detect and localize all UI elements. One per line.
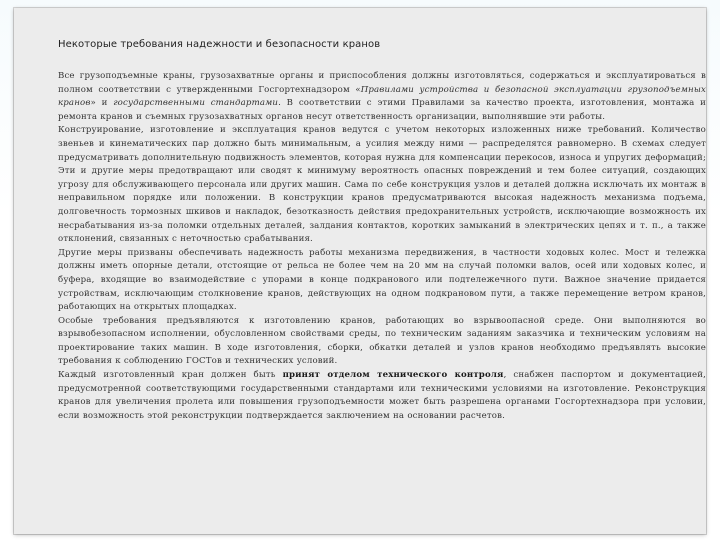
paragraph-2: Конструирование, изготовление и эксплуатация кранов ведутся с учетом некоторых изложенных ниже требований. Количество звеньев и кинематических пар должно быть минимальным, а усилия между ними — распределятся равномерно. В схемах следует предусматривать дополнительную подвижность элементов, которая нужна для компенсации перекосов, износа и упругих деформаций; Эти и другие меры предотвращают или сводят к минимуму вероятность опасных повреждений и тем более ситуаций, создающих угрозу для обслуживающего персонала или других машин. Сама по себе конструкция узлов и деталей должна исключать их монтаж в неправильном порядке или положении. В конструкции кранов предусматриваются высокая надежность механизма подъема, долговечность тормозных шкивов и накладок, безотказность действия предохранительных устройств, исключающие возможность их несрабатывания из-за поломки отдельных деталей, залдания контактов, коротких замыканий в электрических цепях и т. п., а также отклонений, связанных с неточностью срабатывания. <box>58 125 706 245</box>
paragraph-1-text-c: . В соответствии с этими Правилами за качество проекта, изготовления, монтажа и ремонта кранов и съемных грузозахватных органов несут ответственность организации, выполнявшие эти работы. <box>58 98 706 122</box>
paragraph-3: Другие меры призваны обеспечивать надежность работы механизма передвижения, в частности ходовых колес. Мост и тележка должны иметь опорные детали, отстоящие от рельса не более чем на 20 мм на случай поломки валов, осей или ходовых колес, и буфера, входящие во взаимодействие с упорами в конце подкранового или подтележечного пути. Важное значение придается устройствам, исключающим столкновение кранов, действующих на одном подкрановом пути, а также перемещение ветром кранов, работающих на открытых площадках. <box>58 247 706 313</box>
paragraph-1-text-a: Все грузоподъемные краны, грузозахватные органы и приспособления должны изготовляться, содержаться и эксплуатироваться в полном соответствии с утвержденными Госгортехнадзором « <box>58 71 706 95</box>
document-page <box>14 8 706 534</box>
paragraph-5-bold-qc: принят отделом технического контроля <box>282 370 504 381</box>
paragraph-5 <box>58 369 706 423</box>
document-body <box>58 38 706 423</box>
paragraph-5-text-a: Каждый изготовленный кран должен быть <box>58 370 283 381</box>
paragraph-1-italic-standards: государственными стандартами <box>113 98 279 109</box>
paragraph-1-text-b: » и <box>90 98 114 109</box>
paragraph-1 <box>58 70 706 124</box>
paragraph-5-text-b: , снабжен паспортом и документацией, предусмотренной соответствующими государственными стандартами или техническими условиями на изготовление. Реконструкция кранов для увеличения пролета или повышения грузоподъемности может быть разрешена органами Госгортехнадзора при условии, если возможность этой реконструкции подтверждается заключением на основании расчетов. <box>58 370 706 421</box>
paragraph-4: Особые требования предъявляются к изготовлению кранов, работающих во взрывоопасной среде. Они выполняются во взрывобезопасном исполнении, обусловленном свойствами среды, по техническим заданиям заказчика и техническим условиям на проектирование таких машин. В ходе изготовления, сборки, обкатки деталей и узлов кранов необходимо предъявлять высокие требования к соблюдению ГОСТов и технических условий. <box>58 315 706 367</box>
paragraph-1-italic-rules: Правилами устройства и безопасной эксплуатации грузоподъемных кранов <box>58 84 706 109</box>
document-title: Некоторые требования надежности и безопасности кранов <box>58 39 381 50</box>
